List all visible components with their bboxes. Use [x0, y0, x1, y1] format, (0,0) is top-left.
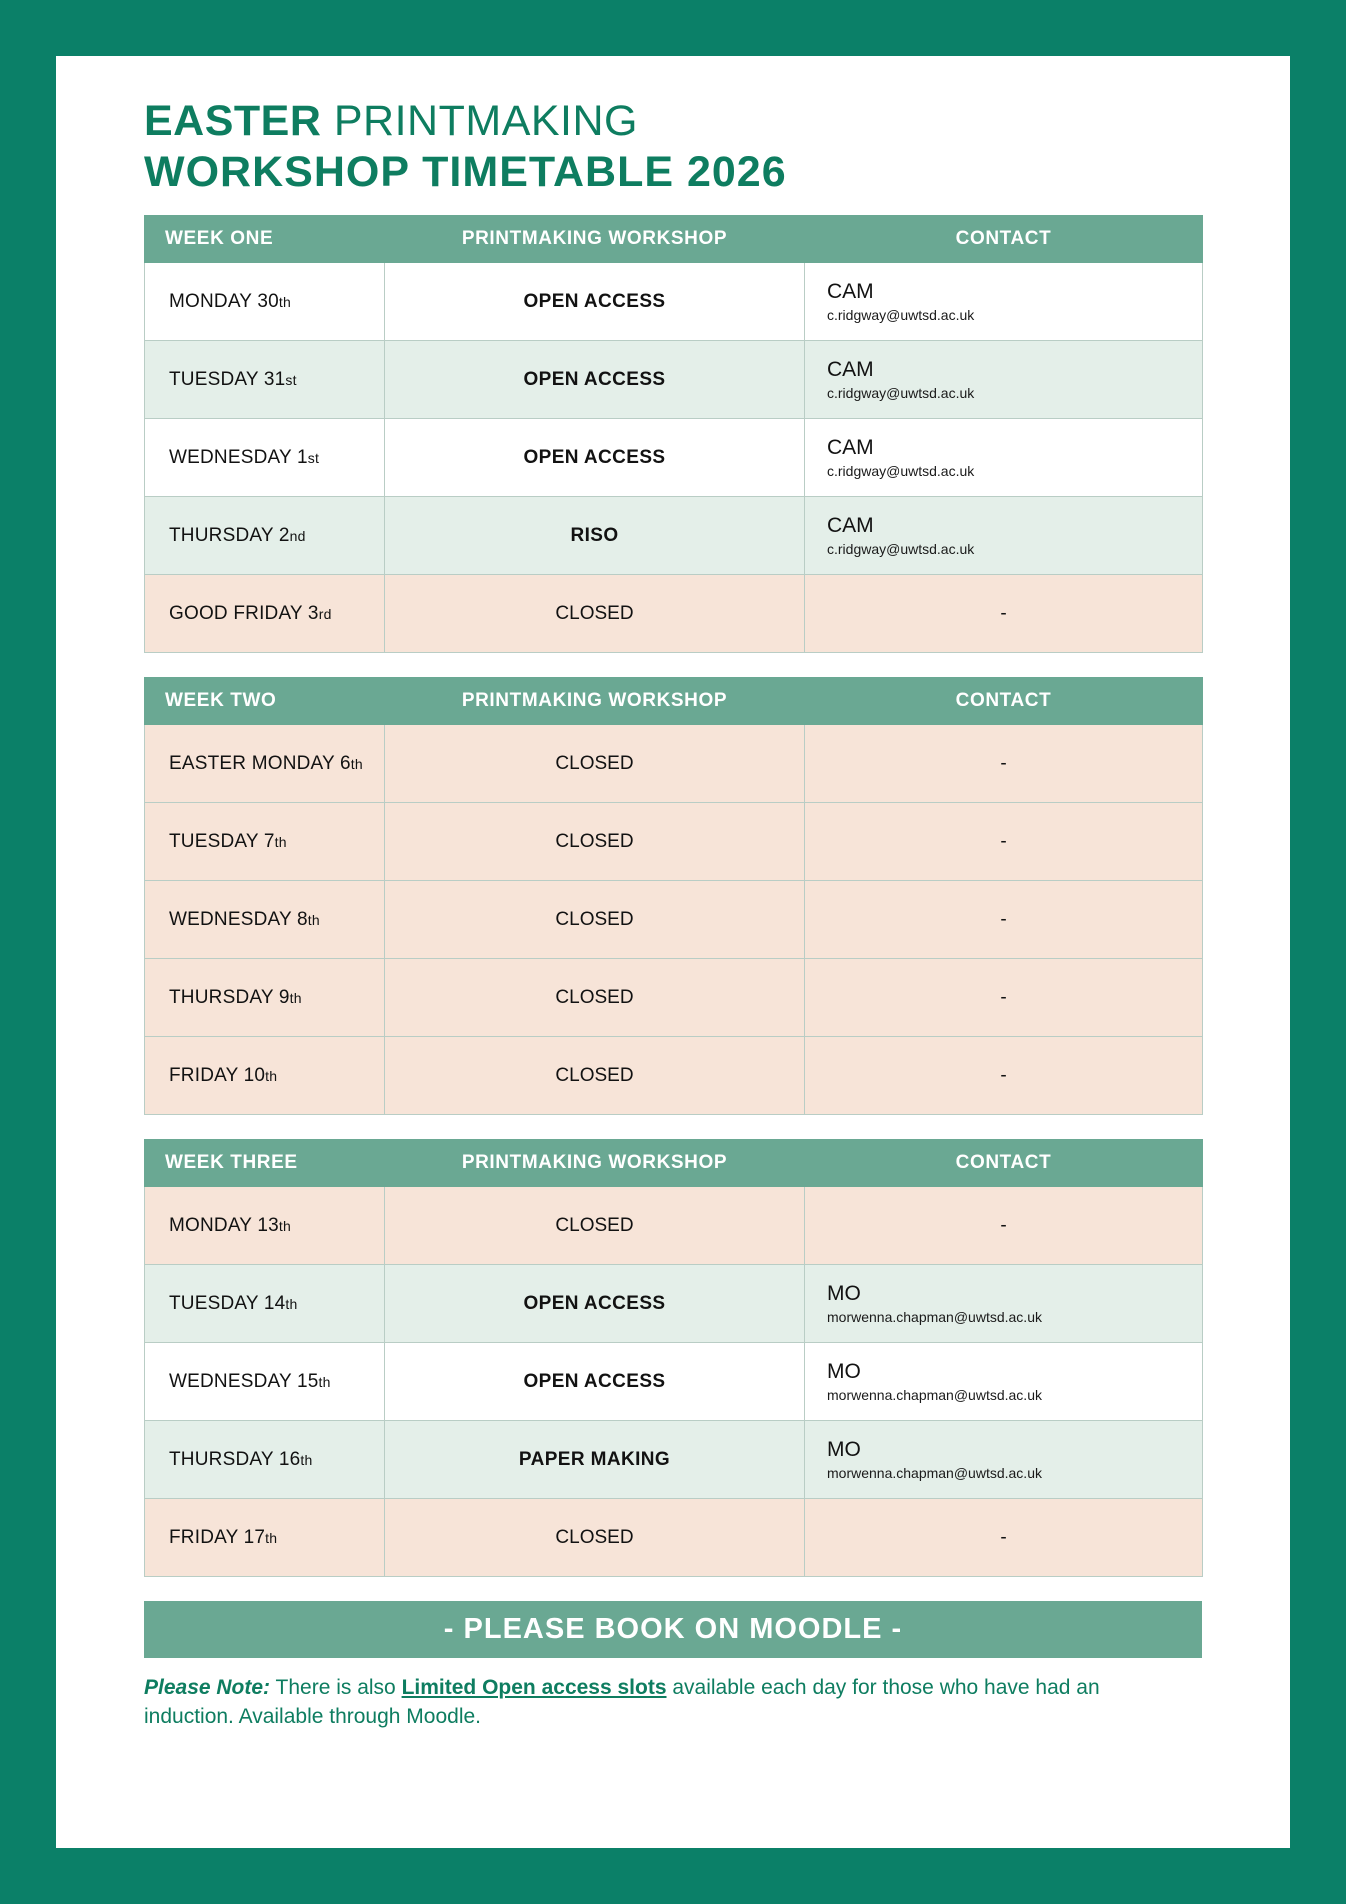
contact-cell: - [805, 803, 1203, 881]
day-cell [145, 497, 385, 575]
day-cell [145, 1265, 385, 1343]
contact-name: MO [827, 1282, 861, 1306]
contact-column-header: CONTACT [805, 216, 1203, 263]
timetable-tables [144, 215, 1202, 1577]
day-cell [145, 419, 385, 497]
contact-cell [805, 419, 1203, 497]
note-emphasis: Limited Open access slots [401, 1676, 667, 1700]
contact-cell: - [805, 725, 1203, 803]
table-header-row [145, 678, 1203, 725]
day-label: TUESDAY 7 [169, 830, 275, 852]
contact-cell: - [805, 575, 1203, 653]
workshop-cell: CLOSED [385, 959, 805, 1037]
day-label: WEDNESDAY 1 [169, 446, 308, 468]
day-suffix: th [265, 1067, 278, 1084]
table-row [145, 1037, 1203, 1115]
day-label: MONDAY 13 [169, 1214, 279, 1236]
day-label: TUESDAY 14 [169, 1292, 286, 1314]
day-cell [145, 1187, 385, 1265]
day-suffix: th [300, 1451, 313, 1468]
poster-content [144, 96, 1202, 1731]
workshop-cell: RISO [385, 497, 805, 575]
note-mid1: There is also [270, 1676, 402, 1700]
workshop-cell: PAPER MAKING [385, 1421, 805, 1499]
table-row [145, 803, 1203, 881]
day-label: GOOD FRIDAY 3 [169, 602, 319, 624]
title-printmaking: PRINTMAKING [321, 97, 638, 145]
day-suffix: rd [318, 605, 332, 622]
contact-email[interactable]: morwenna.chapman@uwtsd.ac.uk [827, 1465, 1042, 1482]
contact-name: CAM [827, 514, 874, 538]
day-cell [145, 1343, 385, 1421]
table-row [145, 1187, 1203, 1265]
day-cell [145, 725, 385, 803]
title-easter: EASTER [144, 97, 322, 145]
day-label: THURSDAY 16 [169, 1448, 301, 1470]
table-row [145, 575, 1203, 653]
week-table [144, 677, 1203, 1115]
contact-column-header: CONTACT [805, 678, 1203, 725]
contact-cell [805, 497, 1203, 575]
table-row [145, 1499, 1203, 1577]
day-suffix: th [285, 1295, 298, 1312]
workshop-column-header: PRINTMAKING WORKSHOP [385, 678, 805, 725]
contact-email[interactable]: c.ridgway@uwtsd.ac.uk [827, 385, 975, 402]
table-row [145, 725, 1203, 803]
day-suffix: th [307, 911, 320, 928]
day-label: FRIDAY 17 [169, 1526, 266, 1548]
workshop-cell: CLOSED [385, 1187, 805, 1265]
day-cell [145, 881, 385, 959]
contact-name: MO [827, 1438, 861, 1462]
day-suffix: th [278, 293, 291, 310]
workshop-cell: OPEN ACCESS [385, 419, 805, 497]
workshop-cell: OPEN ACCESS [385, 1265, 805, 1343]
contact-name: CAM [827, 436, 874, 460]
footer-note [144, 1674, 1144, 1731]
day-suffix: th [350, 755, 363, 772]
note-lead: Please Note: [144, 1676, 271, 1700]
day-label: THURSDAY 9 [169, 986, 290, 1008]
workshop-cell: CLOSED [385, 1037, 805, 1115]
contact-email[interactable]: c.ridgway@uwtsd.ac.uk [827, 463, 975, 480]
poster-page [56, 56, 1290, 1848]
workshop-cell: OPEN ACCESS [385, 341, 805, 419]
page-title [144, 96, 1202, 197]
day-label: TUESDAY 31 [169, 368, 286, 390]
table-header-row [145, 216, 1203, 263]
table-row [145, 881, 1203, 959]
week-header: WEEK ONE [145, 216, 385, 263]
contact-email[interactable]: c.ridgway@uwtsd.ac.uk [827, 307, 975, 324]
table-row [145, 1265, 1203, 1343]
day-label: WEDNESDAY 8 [169, 908, 308, 930]
day-cell [145, 575, 385, 653]
contact-name: CAM [827, 358, 874, 382]
contact-cell [805, 1421, 1203, 1499]
day-suffix: st [307, 449, 320, 466]
week-table [144, 215, 1203, 653]
workshop-cell: CLOSED [385, 803, 805, 881]
week-table [144, 1139, 1203, 1577]
day-label: EASTER MONDAY 6 [169, 752, 351, 774]
day-label: MONDAY 30 [169, 290, 279, 312]
day-cell [145, 1421, 385, 1499]
contact-cell: - [805, 1037, 1203, 1115]
note-mid2: available each day for those who have had an induction. Available through Moodle. [144, 1676, 1100, 1728]
contact-cell [805, 1265, 1203, 1343]
table-row [145, 1343, 1203, 1421]
week-header: WEEK TWO [145, 678, 385, 725]
day-suffix: th [289, 989, 302, 1006]
workshop-cell: CLOSED [385, 725, 805, 803]
contact-cell: - [805, 1187, 1203, 1265]
day-suffix: th [274, 833, 287, 850]
title-line-1 [144, 96, 1202, 147]
workshop-cell: CLOSED [385, 1499, 805, 1577]
contact-cell [805, 263, 1203, 341]
day-cell [145, 959, 385, 1037]
contact-email[interactable]: morwenna.chapman@uwtsd.ac.uk [827, 1387, 1042, 1404]
day-suffix: th [318, 1373, 331, 1390]
workshop-column-header: PRINTMAKING WORKSHOP [385, 216, 805, 263]
contact-cell: - [805, 1499, 1203, 1577]
day-cell [145, 1037, 385, 1115]
contact-email[interactable]: c.ridgway@uwtsd.ac.uk [827, 541, 975, 558]
day-suffix: nd [289, 527, 306, 544]
day-cell [145, 803, 385, 881]
day-cell [145, 1499, 385, 1577]
contact-cell [805, 341, 1203, 419]
contact-cell: - [805, 881, 1203, 959]
table-header-row [145, 1140, 1203, 1187]
contact-cell [805, 1343, 1203, 1421]
contact-name: CAM [827, 280, 874, 304]
contact-column-header: CONTACT [805, 1140, 1203, 1187]
day-suffix: st [285, 371, 297, 388]
workshop-column-header: PRINTMAKING WORKSHOP [385, 1140, 805, 1187]
table-row [145, 959, 1203, 1037]
day-label: THURSDAY 2 [169, 524, 290, 546]
contact-name: MO [827, 1360, 861, 1384]
day-label: FRIDAY 10 [169, 1064, 266, 1086]
contact-email[interactable]: morwenna.chapman@uwtsd.ac.uk [827, 1309, 1042, 1326]
table-row [145, 263, 1203, 341]
workshop-cell: CLOSED [385, 575, 805, 653]
day-cell [145, 341, 385, 419]
table-row [145, 497, 1203, 575]
day-label: WEDNESDAY 15 [169, 1370, 319, 1392]
week-header: WEEK THREE [145, 1140, 385, 1187]
workshop-cell: CLOSED [385, 881, 805, 959]
contact-cell: - [805, 959, 1203, 1037]
day-cell [145, 263, 385, 341]
workshop-cell: OPEN ACCESS [385, 1343, 805, 1421]
moodle-banner: - PLEASE BOOK ON MOODLE - [144, 1601, 1202, 1658]
title-line-2: WORKSHOP TIMETABLE 2026 [144, 147, 787, 196]
table-row [145, 341, 1203, 419]
table-row [145, 419, 1203, 497]
day-suffix: th [265, 1529, 278, 1546]
workshop-cell: OPEN ACCESS [385, 263, 805, 341]
table-row [145, 1421, 1203, 1499]
day-suffix: th [278, 1217, 291, 1234]
